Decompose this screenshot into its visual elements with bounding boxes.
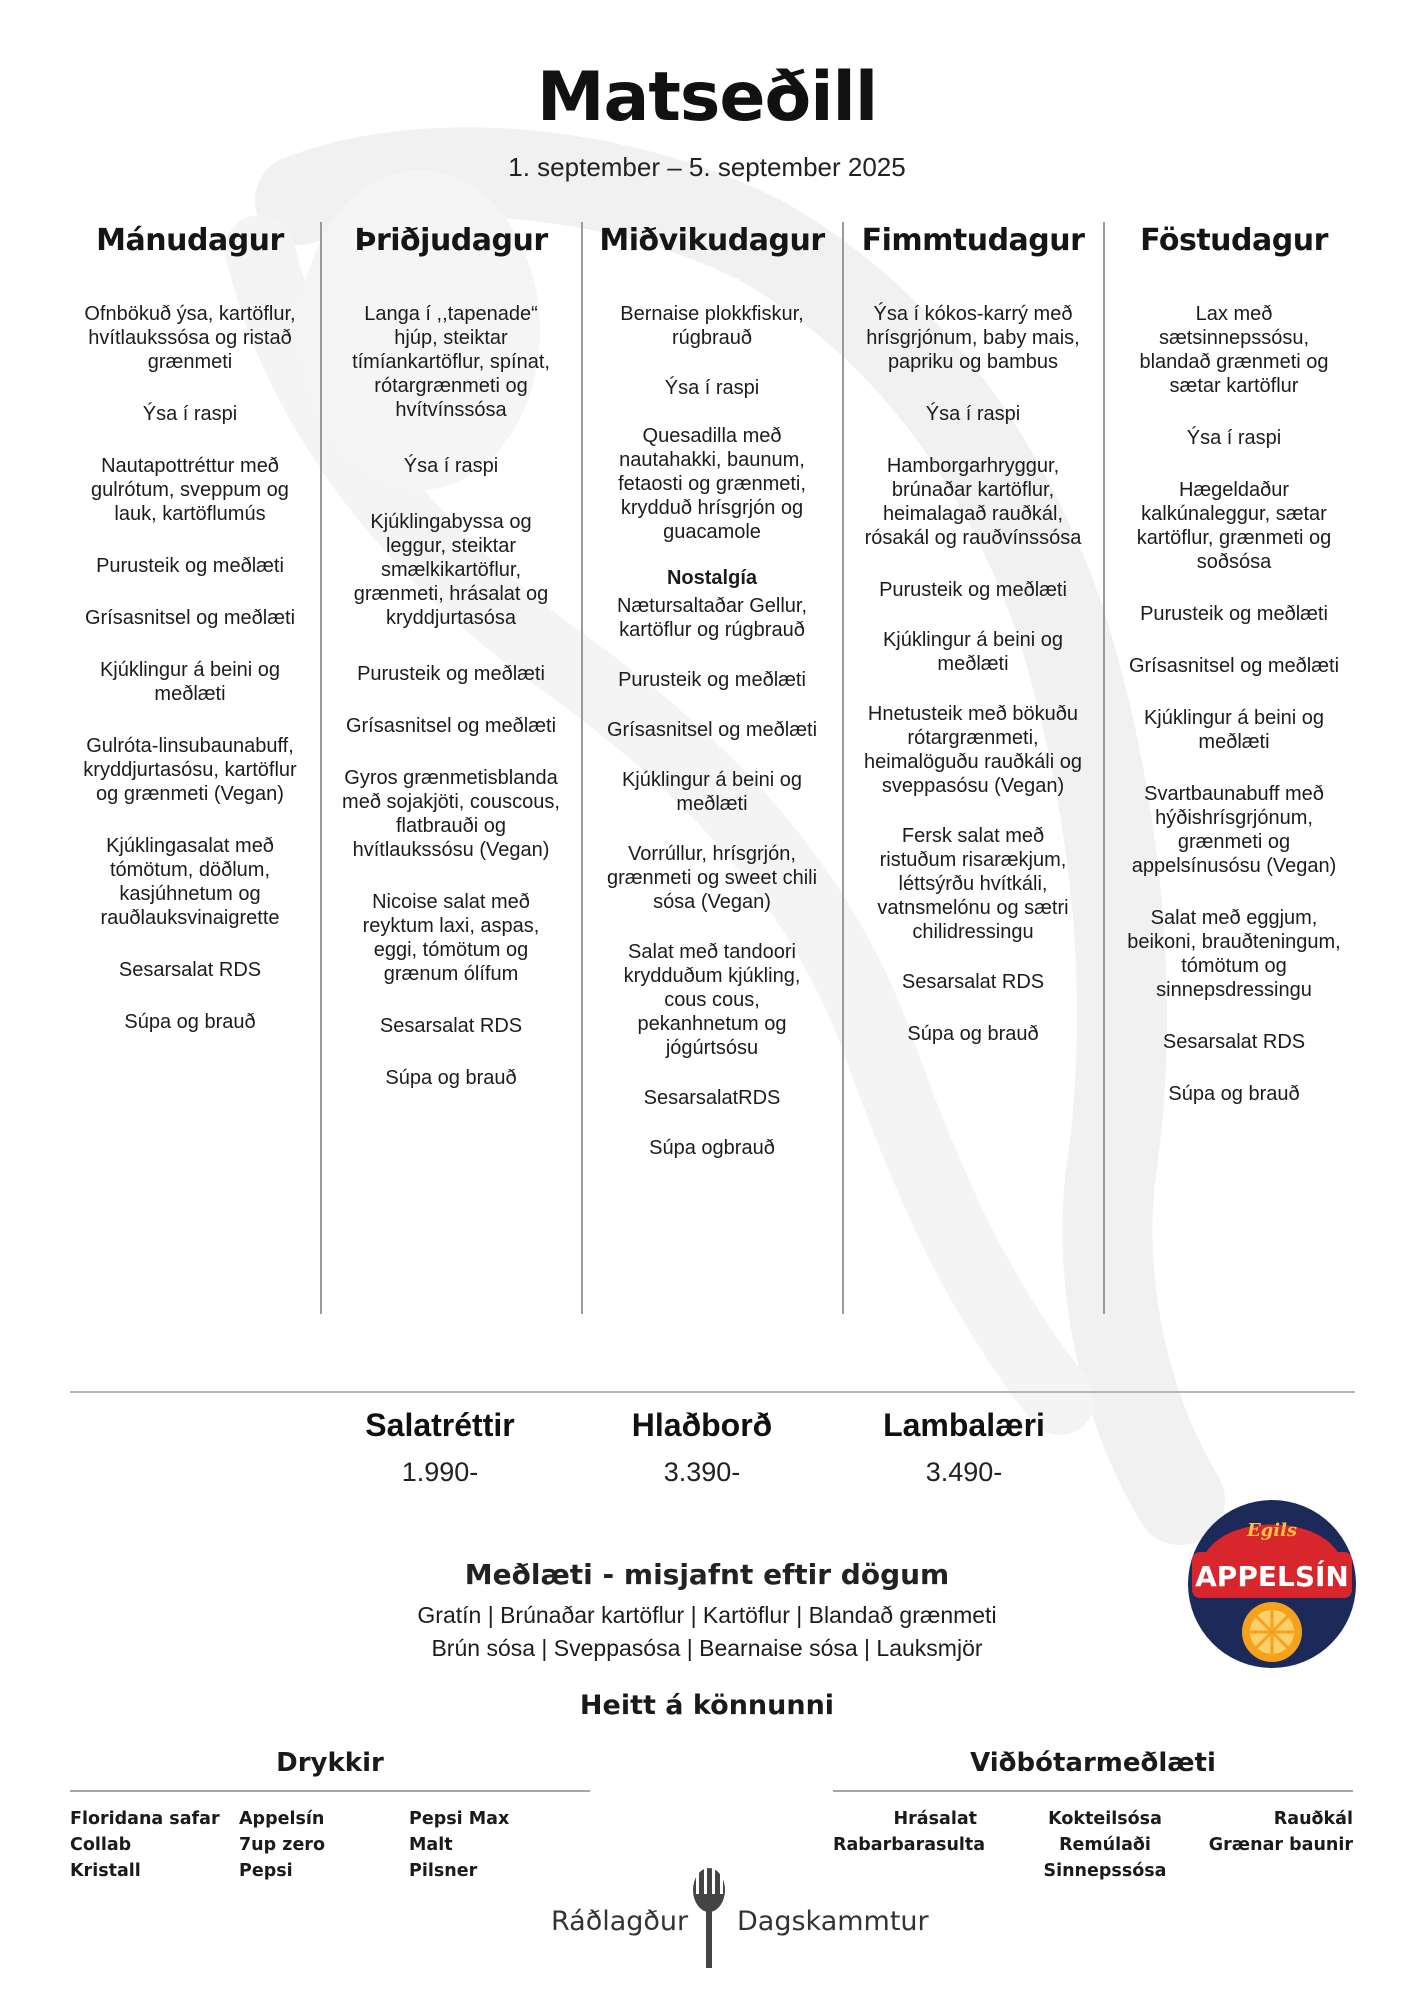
dish-item: Salat með eggjum, beikoni, brauðteningum, tómötum og sinnepsdressingu	[1127, 907, 1341, 1001]
price-lambalaeri	[834, 1403, 1094, 1488]
dish-item: Kjúklingur á beini og meðlæti	[621, 769, 803, 815]
dish-item: Sesarsalat RDS	[1162, 1031, 1306, 1053]
dish-item: Hægeldaður kalkúnaleggur, sætar kartöflur, grænmeti og soðsósa	[1136, 479, 1332, 573]
drink-item: Kristall	[70, 1861, 141, 1881]
dish-item: Ýsa í raspi	[403, 455, 499, 477]
dish-item: Nostalgía	[666, 567, 758, 589]
day-heading: Föstudagur	[1140, 223, 1328, 258]
dish-item: Súpa og brauð	[907, 1023, 1039, 1045]
date-range: 1. september – 5. september 2025	[508, 152, 906, 182]
dish-item: Fersk salat með ristuðum risarækjum, léttsýrðu hvítkáli, vatnsmelónu og sætri chilidressingu	[877, 825, 1069, 943]
footer-brand-left: Ráðlagður	[551, 1906, 689, 1937]
day-column	[582, 222, 842, 1160]
dish-item: Svartbaunabuff með hýðishrísgrjónum, grænmeti og appelsínusósu (Vegan)	[1131, 783, 1337, 877]
dish-item: Sesarsalat RDS	[379, 1015, 523, 1037]
medlaeti-heading: Meðlæti - misjafnt eftir dögum	[464, 1558, 950, 1591]
day-column	[321, 222, 581, 1090]
day-heading: Fimmtudagur	[861, 223, 1085, 258]
medlaeti-line-1: Gratín | Brúnaðar kartöflur | Kartöflur | Blandað grænmeti	[417, 1602, 997, 1628]
vidbotar-divider	[833, 1790, 1353, 1792]
vidbotar-heading: Viðbótarmeðlæti	[970, 1748, 1216, 1778]
drink-item: Floridana safar	[70, 1809, 220, 1829]
drink-item: Pilsner	[409, 1861, 478, 1881]
drinks-column-1	[70, 1806, 220, 1884]
dish-item: Hnetusteik með bökuðu rótargrænmeti, heimalöguðu rauðkáli og sveppasósu (Vegan)	[864, 703, 1082, 797]
medlaeti-line-2: Brún sósa | Sveppasósa | Bearnaise sósa | Lauksmjör	[431, 1635, 983, 1661]
dish-item: Purusteik og meðlæti	[879, 579, 1067, 601]
price-value: 1.990-	[401, 1457, 479, 1487]
dish-item: Hamborgarhryggur, brúnaðar kartöflur, heimalagað rauðkál, rósakál og rauðvínssósa	[864, 455, 1082, 549]
dish-item: Ýsa í raspi	[925, 403, 1021, 425]
dish-item: Nætursaltaðar Gellur, kartöflur og rúgbrauð	[616, 595, 808, 641]
dish-item: Nautapottréttur með gulrótum, sveppum og lauk, kartöflumús	[91, 455, 289, 525]
heitt-heading: Heitt á könnunni	[579, 1690, 835, 1721]
price-name: Salatréttir	[365, 1407, 515, 1443]
dish-item: Grísasnitsel og meðlæti	[606, 719, 818, 741]
svg-text:APPELSÍN: APPELSÍN	[1195, 1560, 1349, 1593]
dish-item: Kjúklingabyssa og leggur, steiktar smælkikartöflur, grænmeti, hrásalat og kryddjurtasósa	[353, 511, 549, 629]
dish-item: Grísasnitsel og meðlæti	[345, 715, 557, 737]
side-item: Hrásalat	[893, 1809, 977, 1829]
dish-item: Langa í ,,tapenade“ hjúp, steiktar tímíankartöflur, spínat, rótargrænmeti og hvítvínssósa	[352, 303, 550, 421]
dish-item: Gulróta-linsubaunabuff, kryddjurtasósu, kartöflur og grænmeti (Vegan)	[83, 735, 297, 805]
dish-item: Ýsa í raspi	[1186, 427, 1282, 449]
dish-item: SesarsalatRDS	[643, 1087, 781, 1109]
day-column	[1104, 222, 1364, 1106]
drink-item: Malt	[409, 1835, 453, 1855]
drinks-column-3	[409, 1806, 509, 1884]
dish-item: Purusteik og meðlæti	[1140, 603, 1328, 625]
day-heading: Þriðjudagur	[354, 223, 548, 258]
dish-item: Ýsa í raspi	[664, 377, 760, 399]
dish-item: Purusteik og meðlæti	[96, 555, 284, 577]
side-item: Remúlaði	[1059, 1835, 1151, 1855]
dish-item: Ýsa í raspi	[142, 403, 238, 425]
page-title: Matseðill	[536, 58, 878, 137]
side-column-2	[1030, 1806, 1180, 1884]
drink-item: Pepsi Max	[409, 1809, 510, 1829]
dish-item: Ofnbökuð ýsa, kartöflur, hvítlaukssósa og ristað grænmeti	[84, 303, 296, 373]
dish-item: Sesarsalat RDS	[901, 971, 1045, 993]
dish-item: Grísasnitsel og meðlæti	[1128, 655, 1340, 677]
svg-text:Egils: Egils	[1246, 1520, 1298, 1541]
price-value: 3.390-	[663, 1457, 741, 1487]
dish-item: Gyros grænmetisblanda með sojakjöti, couscous, flatbrauði og hvítlaukssósu (Vegan)	[342, 767, 560, 861]
day-column	[60, 222, 320, 1034]
dish-item: Vorrúllur, hrísgrjón, grænmeti og sweet chili sósa (Vegan)	[606, 843, 818, 913]
drink-item: Appelsín	[239, 1809, 325, 1829]
side-column-3	[1203, 1806, 1353, 1858]
dish-item: Súpa og brauð	[1168, 1083, 1300, 1105]
dish-item: Súpa og brauð	[385, 1067, 517, 1089]
price-salatrettir	[310, 1403, 570, 1488]
day-heading: Mánudagur	[96, 223, 284, 258]
drykkir-divider	[70, 1790, 590, 1792]
dish-item: Lax með sætsinnepssósu, blandað grænmeti og sætar kartöflur	[1139, 303, 1329, 397]
dish-item: Bernaise plokkfiskur, rúgbrauð	[620, 303, 804, 349]
price-value: 3.490-	[925, 1457, 1003, 1487]
side-item: Sinnepssósa	[1043, 1861, 1167, 1881]
divider	[70, 1391, 1355, 1393]
day-heading: Miðvikudagur	[599, 223, 825, 258]
fork-silhouette-icon	[686, 1866, 732, 1976]
side-column-1	[833, 1806, 986, 1858]
price-hladbord	[572, 1403, 832, 1488]
side-item: Kokteilsósa	[1048, 1809, 1162, 1829]
price-name: Lambalæri	[883, 1407, 1045, 1443]
drykkir-heading: Drykkir	[276, 1748, 384, 1778]
dish-item: Súpa ogbrauð	[649, 1137, 775, 1159]
dish-item: Nicoise salat með reyktum laxi, aspas, eggi, tómötum og grænum ólífum	[362, 891, 540, 985]
dish-item: Quesadilla með nautahakki, baunum, fetaosti og grænmeti, krydduð hrísgrjón og guacamole	[618, 425, 806, 543]
footer-brand-right: Dagskammtur	[737, 1906, 929, 1937]
side-item: Rabarbarasulta	[833, 1835, 986, 1855]
dish-item: Kjúklingur á beini og meðlæti	[99, 659, 281, 705]
price-name: Hlaðborð	[631, 1407, 773, 1443]
dish-item: Súpa og brauð	[124, 1011, 256, 1033]
dish-item: Kjúklingur á beini og meðlæti	[1143, 707, 1325, 753]
dish-item: Purusteik og meðlæti	[357, 663, 545, 685]
side-item: Rauðkál	[1273, 1809, 1353, 1829]
dish-item: Grísasnitsel og meðlæti	[84, 607, 296, 629]
drinks-column-2	[239, 1806, 325, 1884]
side-item: Grænar baunir	[1208, 1835, 1353, 1855]
drink-item: Pepsi	[239, 1861, 293, 1881]
dish-item: Purusteik og meðlæti	[618, 669, 806, 691]
dish-item: Salat með tandoori krydduðum kjúkling, cous cous, pekanhnetum og jógúrtsósu	[623, 941, 801, 1059]
drink-item: 7up zero	[239, 1835, 325, 1855]
day-column	[843, 222, 1103, 1046]
drink-item: Collab	[70, 1835, 132, 1855]
dish-item: Sesarsalat RDS	[118, 959, 262, 981]
dish-item: Ýsa í kókos-karrý með hrísgrjónum, baby mais, papriku og bambus	[866, 303, 1080, 373]
weekday-menu	[60, 222, 1360, 1322]
dish-item: Kjúklingur á beini og meðlæti	[882, 629, 1064, 675]
dish-item: Kjúklingasalat með tómötum, döðlum, kasjúhnetum og rauðlauksvinaigrette	[100, 835, 280, 929]
